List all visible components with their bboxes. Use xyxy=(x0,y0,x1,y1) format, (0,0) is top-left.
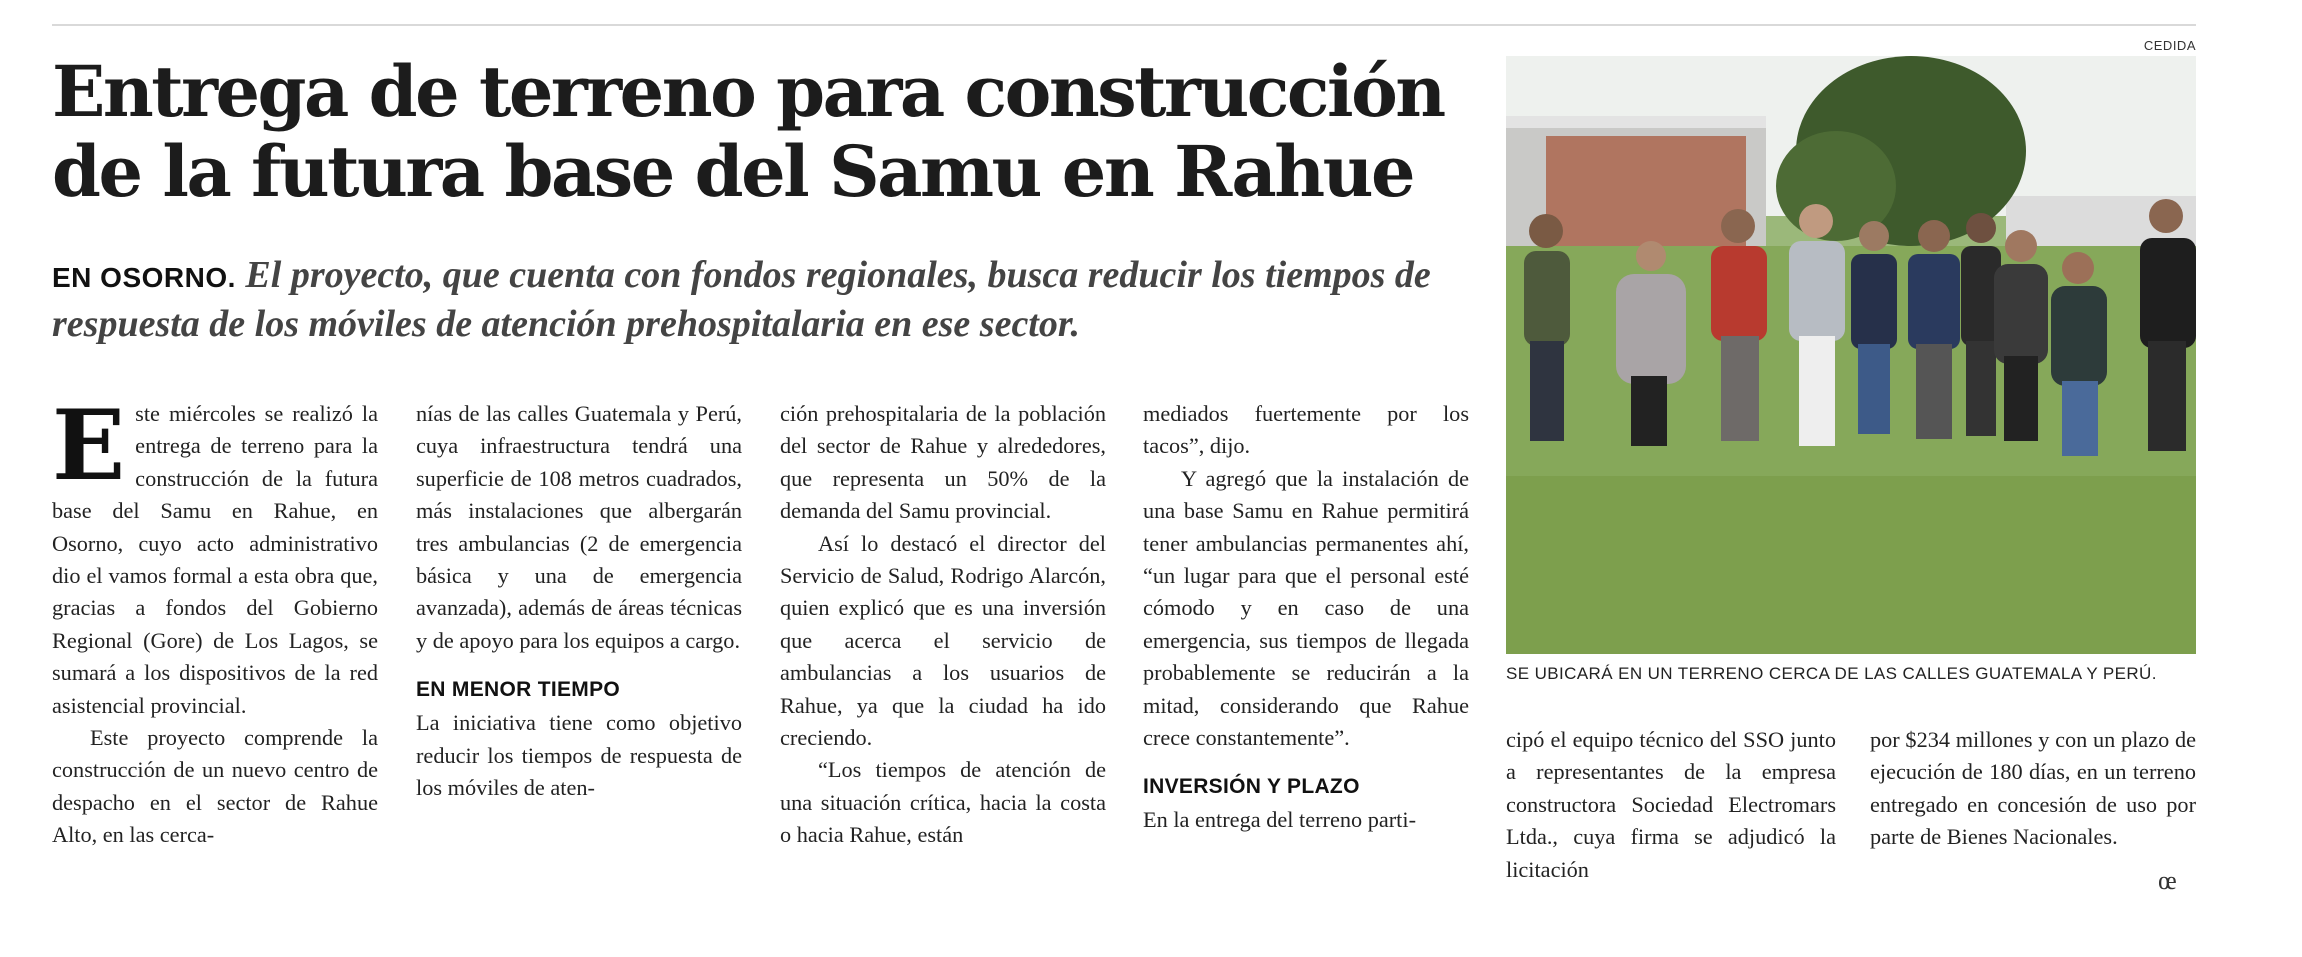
photo-credit: CEDIDA xyxy=(2143,38,2196,53)
top-rule xyxy=(52,24,2196,26)
article-photo xyxy=(1506,56,2196,654)
column-3-paragraph-3: “Los tiempos de atención de una situación crítica, hacia la costa o hacia Rahue, están xyxy=(780,757,1106,848)
article-end-mark: œ xyxy=(2158,866,2177,895)
column-4-paragraph-1: mediados fuertemente por los tacos”, dijo. xyxy=(1143,401,1469,459)
lead-text: El proyecto, que cuenta con fondos regionales, busca reducir los tiempos de respuesta de los móviles de atención prehospitalaria en ese sector. xyxy=(52,254,1431,345)
article-column-2 xyxy=(416,398,742,804)
dropcap: E xyxy=(52,389,126,502)
article-column-1 xyxy=(52,389,378,852)
article-column-4 xyxy=(1143,398,1469,837)
column-4-paragraph-2: Y agregó que la instalación de una base Samu en Rahue permitirá tener ambulancias permanentes ahí, “un lugar para que el personal esté cómodo y en caso de una emergencia, sus tiempos de llegada probablemente se reducirán a la mitad, considerando que Rahue crece constantemente”. xyxy=(1143,465,1469,751)
lead-paragraph xyxy=(52,252,1472,347)
column-6-paragraph-1: por $234 millones y con un plazo de ejecución de 180 días, en un terreno entregado en concesión de uso por parte de Bienes Nacionales. xyxy=(1870,727,2196,850)
article-column-6 xyxy=(1870,724,2196,854)
column-2-paragraph-1: nías de las calles Guatemala y Perú, cuya infraestructura tendrá una superficie de 108 metros cuadrados, más instalaciones que albergarán tres ambulancias (2 de emergencia básica y una de emergencia avanzada), además de áreas técnicas y de apoyo para los equipos a cargo. xyxy=(416,401,742,653)
subhead-en-menor-tiempo: EN MENOR TIEMPO xyxy=(416,678,621,702)
column-4-paragraph-3: En la entrega del terreno parti- xyxy=(1143,807,1416,833)
article-column-3 xyxy=(780,398,1106,852)
article-column-5 xyxy=(1506,724,1836,886)
lead-kicker: EN OSORNO. xyxy=(52,262,236,293)
headline xyxy=(52,52,1472,212)
headline-line-2: de la futura base del Samu en Rahue xyxy=(52,130,1414,213)
column-5-paragraph-1: cipó el equipo técnico del SSO junto a representantes de la empresa constructora Sociedad Electromars Ltda., cuya firma se adjudicó la licitación xyxy=(1506,727,1836,882)
column-1-paragraph-2: Este proyecto comprende la construcción de un nuevo centro de despacho en el sector de Rahue Alto, en las cerca- xyxy=(52,725,378,848)
column-3-paragraph-2: Así lo destacó el director del Servicio de Salud, Rodrigo Alarcón, quien explicó que es una inversión que acerca el servicio de ambulancias a los usuarios de Rahue, ya que la ciudad ha ido creciendo. xyxy=(780,530,1106,751)
column-2-paragraph-2: La iniciativa tiene como objetivo reducir los tiempos de respuesta de los móviles de aten- xyxy=(416,710,742,801)
column-1-paragraph-1: ste miércoles se realizó la entrega de terreno para la construcción de la futura base del Samu en Rahue, en Osorno, cuyo acto administrativo dio el vamos formal a esta obra que, gracias a fondos del Gobierno Regional (Gore) de Los Lagos, se sumará a los dispositivos de la red asistencial provincial. xyxy=(52,401,378,718)
column-3-paragraph-1: ción prehospitalaria de la población del sector de Rahue y alrededores, que representa un 50% de la demanda del Samu provincial. xyxy=(780,401,1106,524)
group-photo-illustration xyxy=(1506,56,2196,654)
subhead-inversion-y-plazo: INVERSIÓN Y PLAZO xyxy=(1143,775,1360,799)
headline-line-1: Entrega de terreno para construcción xyxy=(52,50,1444,133)
photo-caption: SE UBICARÁ EN UN TERRENO CERCA DE LAS CALLES GUATEMALA Y PERÚ. xyxy=(1506,664,2157,683)
